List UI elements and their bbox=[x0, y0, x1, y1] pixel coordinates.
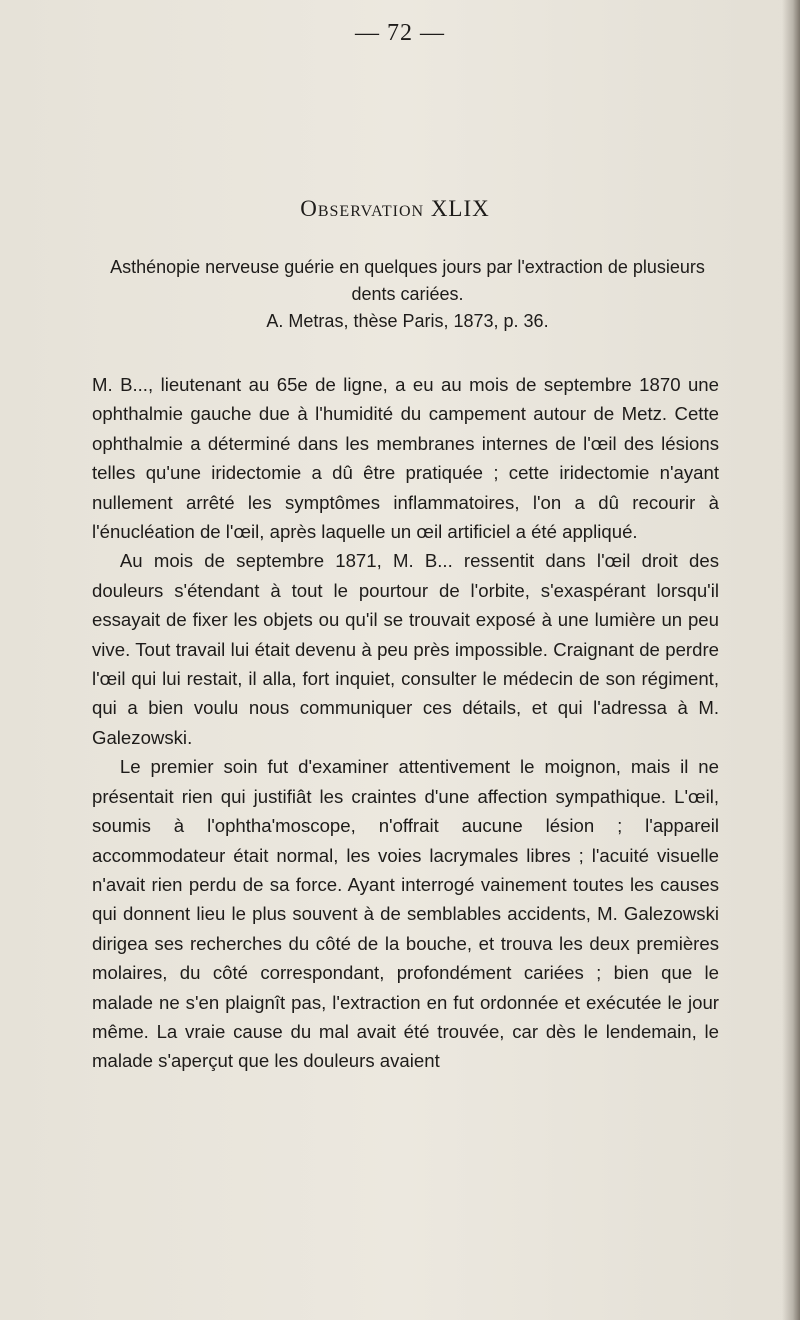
paragraph-2: Au mois de septembre 1871, M. B... ressentit dans l'œil droit des douleurs s'étendant à tout le pourtour de l'orbite, s'exaspérant lorsqu'il essayait de fixer les objets ou qu'il se trouvait exposé à une lumière un peu vive. Tout travail lui était devenu à peu près impossible. Craignant de perdre l'œil qui lui restait, il alla, fort inquiet, consulter le médecin de son régiment, qui a bien voulu nous communiquer ces détails, et qui l'adressa à M. Galezowski. bbox=[92, 550, 719, 748]
observation-title: Observation XLIX bbox=[300, 196, 490, 221]
paragraph-3: Le premier soin fut d'examiner attentivement le moignon, mais il ne présentait rien qui justifiât les craintes d'une affection sympathique. L'œil, soumis à l'ophtha'moscope, n'offrait aucune lésion ; l'appareil accommodateur était normal, les voies lacrymales libres ; l'acuité visuelle n'avait rien perdu de sa force. Ayant interrogé vainement toutes les causes qui donnent lieu le plus souvent à de semblables accidents, M. Galezowski dirigea ses recherches du côté de la bouche, et trouva les deux premières molaires, du côté correspondant, profondément cariées ; bien que le malade ne s'en plaignît pas, l'extraction en fut ordonnée et exécutée le jour même. La vraie cause du mal avait été trouvée, car dès le lendemain, le malade s'aperçut que les douleurs avaient bbox=[92, 756, 719, 1072]
page-number: — 72 — bbox=[355, 20, 445, 46]
summary-text: Asthénopie nerveuse guérie en quelques jours par l'extraction de plusieurs dents cariées. bbox=[110, 257, 705, 304]
observation-summary bbox=[100, 254, 715, 335]
paragraph-1: M. B..., lieutenant au 65e de ligne, a eu au mois de septembre 1870 une ophthalmie gauche due à l'humidité du campement autour de Metz. Cette ophthalmie a déterminé dans les membranes internes de l'œil des lésions telles qu'une iridectomie a dû être pratiquée ; cette iridectomie n'ayant nullement arrêté les symptômes inflammatoires, l'on a dû recourir à l'énucléation de l'œil, après laquelle un œil artificiel a été appliqué. bbox=[92, 374, 719, 543]
body-text bbox=[92, 370, 719, 1076]
page-edge-shadow bbox=[782, 0, 800, 1320]
summary-source: A. Metras, thèse Paris, 1873, p. 36. bbox=[266, 311, 549, 331]
